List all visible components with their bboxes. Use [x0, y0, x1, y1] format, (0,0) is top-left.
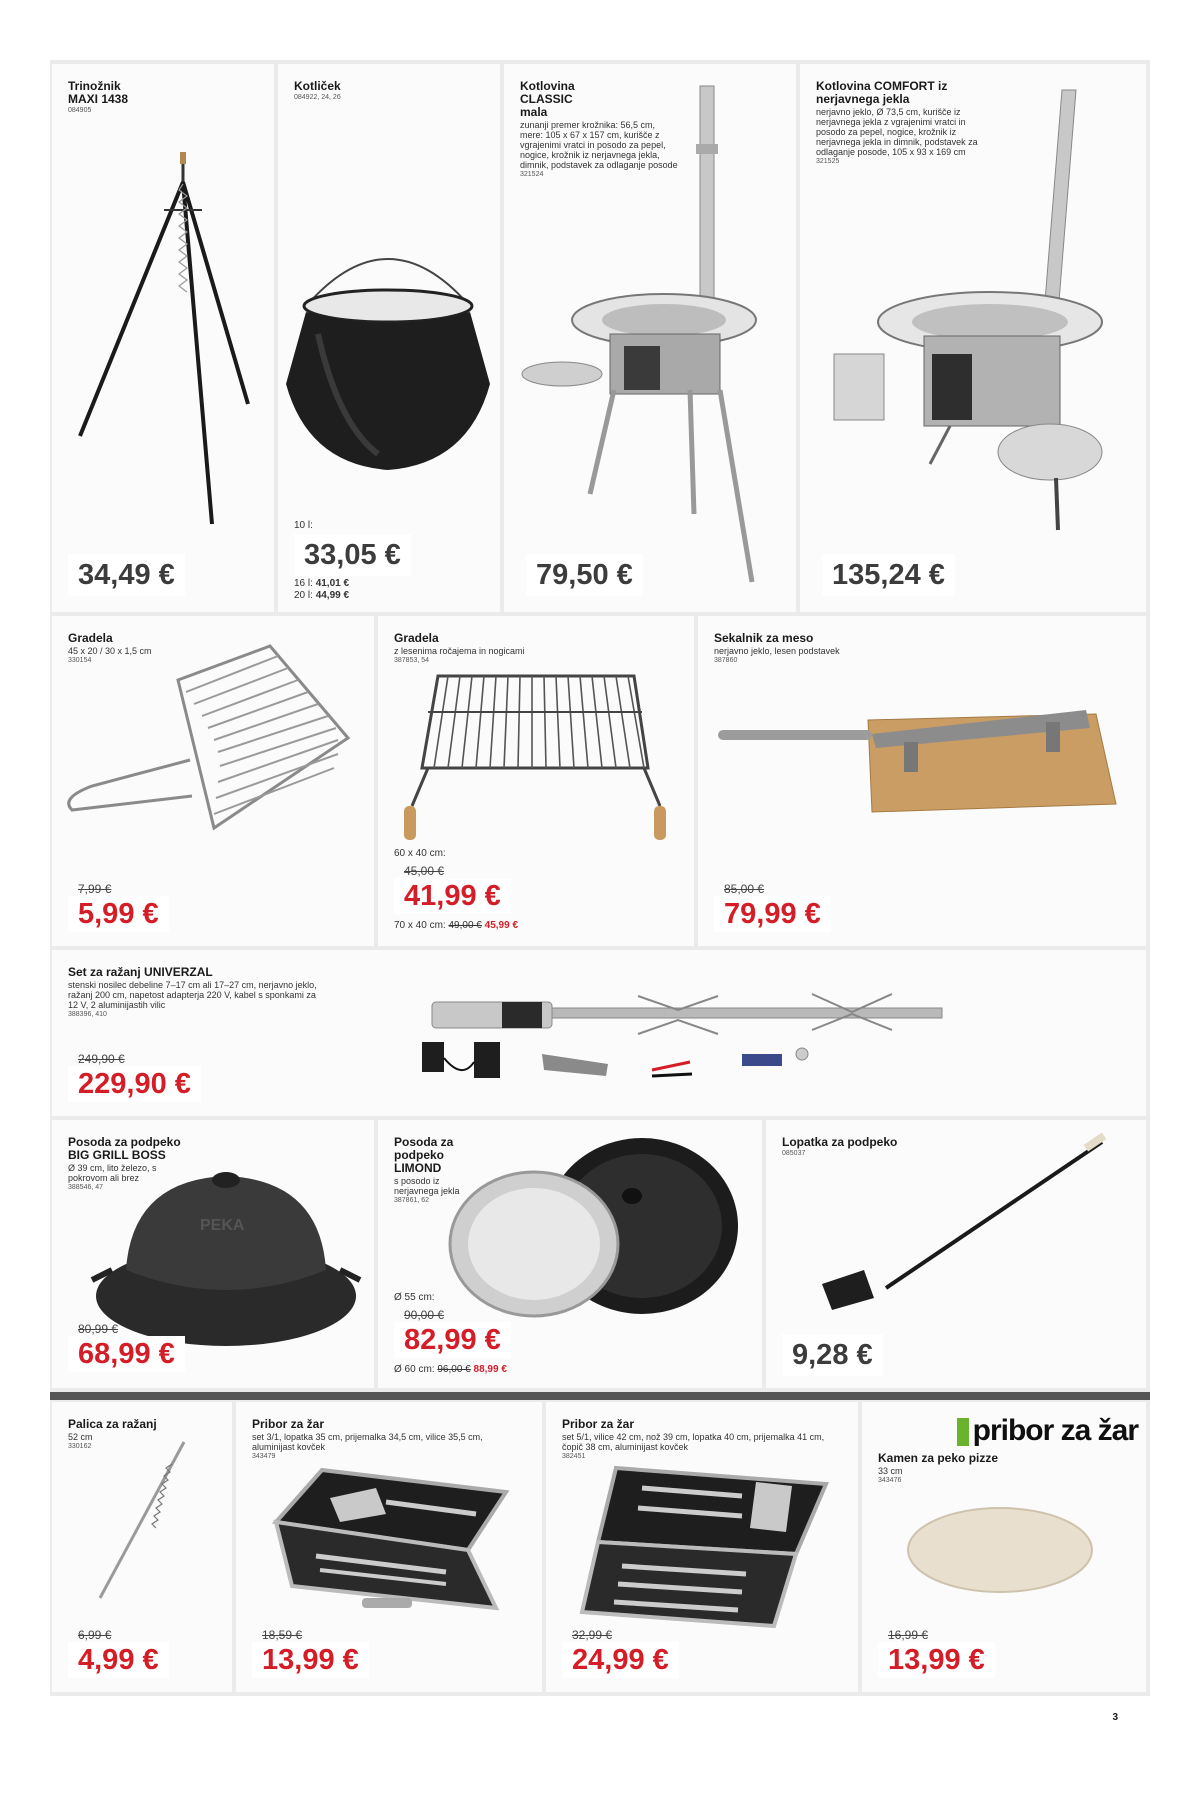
product-desc: Ø 39 cm, lito železo, s pokrovom ali brez — [68, 1163, 157, 1183]
banner-accent — [957, 1418, 969, 1446]
section-divider — [50, 1392, 1150, 1400]
product-desc: s posodo iz nerjavnega jekla — [394, 1176, 460, 1196]
section-banner — [973, 1414, 1138, 1448]
product-code: 387860 — [714, 657, 738, 664]
product-code: 388396, 410 — [68, 1011, 107, 1018]
product-gradela2[interactable] — [378, 616, 694, 946]
price: 13,99 € — [878, 1642, 995, 1678]
product-sekalnik[interactable] — [698, 616, 1146, 946]
product-desc: 45 x 20 / 30 x 1,5 cm — [68, 646, 152, 656]
product-code: 387861, 62 — [394, 1197, 430, 1204]
product-name: Set za ražanj UNIVERZAL — [68, 965, 213, 979]
product-code: 084922, 24, 26 — [294, 94, 341, 101]
price: 9,28 € — [782, 1334, 883, 1376]
product-name: Pribor za žar — [252, 1417, 325, 1431]
old-price: 85,00 € — [724, 882, 765, 896]
product-code: 321524 — [520, 171, 544, 178]
price: 13,99 € — [252, 1642, 369, 1678]
old-price: 249,90 € — [78, 1052, 125, 1066]
price: 41,99 € — [394, 878, 511, 914]
old-price: 45,00 € — [404, 864, 445, 878]
price: 68,99 € — [68, 1336, 185, 1372]
product-code: 321525 — [816, 158, 840, 165]
price: 82,99 € — [394, 1322, 511, 1358]
variant2-price: 44,99 € — [315, 590, 350, 601]
product-desc: stenski nosilec debeline 7–17 cm ali 17–27 cm, nerjavno jeklo, ražanj 200 cm, napetost adapterja 220 V, kabel s sponkami za 12 V, 2 aluminijastih vilic — [68, 980, 317, 1010]
product-name: Gradela — [68, 631, 113, 645]
product-desc: nerjavno jeklo, lesen podstavek — [714, 646, 840, 656]
product-kotlovina-classic[interactable] — [504, 64, 796, 612]
price: 5,99 € — [68, 896, 169, 932]
meat-cutter-image — [698, 676, 1146, 876]
product-kotlicek[interactable] — [278, 64, 500, 612]
product-name: Trinožnik MAXI 1438 — [68, 79, 129, 106]
product-name: Kotliček — [294, 79, 341, 93]
product-desc: set 5/1, vilice 42 cm, nož 39 cm, lopatka 40 cm, prijemalka 41 cm, čopič 38 cm, aluminijast kovček — [562, 1432, 825, 1452]
product-code: 387853, 54 — [394, 657, 430, 664]
product-desc: z lesenima ročajema in nogicami — [394, 646, 525, 656]
variant-size: 70 x 40 cm: — [394, 920, 446, 931]
product-name: Posoda za podpeko BIG GRILL BOSS — [68, 1135, 181, 1162]
product-code: 382451 — [562, 1453, 586, 1460]
product-gradela1[interactable] — [52, 616, 374, 946]
product-code: 343476 — [878, 1477, 902, 1484]
product-desc: 52 cm — [68, 1432, 93, 1442]
lid-embossed-text: PEKA — [200, 1217, 245, 1234]
product-name: Kamen za peko pizze — [878, 1451, 999, 1465]
product-big-grill-boss[interactable] — [52, 1120, 374, 1388]
tripod-image — [52, 64, 274, 612]
size-label: 60 x 40 cm: — [394, 848, 446, 859]
old-price: 32,99 € — [572, 1628, 613, 1642]
old-price: 80,99 € — [78, 1322, 119, 1336]
product-desc: nerjavno jeklo, Ø 73,5 cm, kurišče iz nerjavnega jekla z vgrajenimi vratci in posodo za pepel, nogice, krožnik iz nerjavnega jekla in dimnik, podstavek za odlaganje posode, 105 x 93 x 169 cm — [816, 107, 978, 157]
product-code: 330154 — [68, 657, 92, 664]
size-label: Ø 55 cm: — [394, 1292, 435, 1303]
old-price: 6,99 € — [78, 1628, 112, 1642]
variant-price: 88,99 € — [473, 1364, 507, 1375]
price: 24,99 € — [562, 1642, 679, 1678]
grill-grate-legs-image — [378, 652, 694, 872]
product-desc: zunanji premer krožnika: 56,5 cm, mere: 105 x 67 x 157 cm, kurišče z vgrajenimi vratci in posodo za pepel, nogice, krožnik iz nerjavnega jekla, dimnik, podstavek za odlaganje posode — [520, 120, 678, 170]
product-name-line1: Posoda za podpeko — [394, 1135, 454, 1162]
product-name: Palica za ražanj — [68, 1417, 157, 1431]
product-razenj-set[interactable] — [52, 950, 1146, 1116]
cauldron-image — [278, 184, 500, 484]
product-name: Kotlovina COMFORT iz nerjavnega jekla — [816, 79, 948, 106]
product-code: 085037 — [782, 1150, 806, 1157]
variant-price: 45,99 € — [484, 920, 519, 931]
price: 79,99 € — [714, 896, 831, 932]
variant-old-price: 96,00 € — [437, 1364, 471, 1375]
product-kamen[interactable] — [862, 1402, 1146, 1692]
variant-old-price: 49,00 € — [448, 920, 482, 931]
old-price: 16,99 € — [888, 1628, 929, 1642]
price: 229,90 € — [68, 1066, 201, 1102]
product-limond[interactable] — [378, 1120, 762, 1388]
product-kotlovina-comfort[interactable] — [800, 64, 1146, 612]
product-pribor3[interactable] — [236, 1402, 542, 1692]
product-trinoznik[interactable] — [52, 64, 274, 612]
variant1-size: 16 l: — [294, 578, 313, 589]
old-price: 7,99 € — [78, 882, 112, 896]
price: 4,99 € — [68, 1642, 169, 1678]
variant2-size: 20 l: — [294, 590, 313, 601]
old-price: 18,59 € — [262, 1628, 303, 1642]
product-name: Lopatka za podpeko — [782, 1135, 898, 1149]
variant1-price: 41,01 € — [315, 578, 350, 589]
price: 79,50 € — [526, 554, 643, 596]
banner-text: pribor za žar — [972, 1414, 1138, 1447]
size-label: 10 l: — [294, 520, 313, 531]
product-name-line2: LIMOND — [394, 1161, 442, 1175]
price: 33,05 € — [294, 534, 411, 576]
product-desc: 33 cm — [878, 1466, 903, 1476]
product-desc: set 3/1, lopatka 35 cm, prijemalka 34,5 cm, vilice 35,5 cm, aluminijast kovček — [252, 1432, 483, 1452]
product-pribor5[interactable] — [546, 1402, 858, 1692]
product-name: Kotlovina CLASSIC mala — [520, 79, 575, 119]
price: 135,24 € — [822, 554, 955, 596]
price: 34,49 € — [68, 554, 185, 596]
product-code: 388546, 47 — [68, 1184, 104, 1191]
product-code: 330162 — [68, 1443, 92, 1450]
product-code: 084905 — [68, 107, 92, 114]
product-name: Gradela — [394, 631, 439, 645]
product-code: 343479 — [252, 1453, 276, 1460]
product-name: Pribor za žar — [562, 1417, 635, 1431]
page-number: 3 — [1112, 1712, 1118, 1723]
product-name: Sekalnik za meso — [714, 631, 814, 645]
product-palica[interactable] — [52, 1402, 232, 1692]
old-price: 90,00 € — [404, 1308, 445, 1322]
variant-size: Ø 60 cm: — [394, 1364, 435, 1375]
product-lopatka[interactable] — [766, 1120, 1146, 1388]
rotisserie-set-image — [382, 950, 982, 1116]
